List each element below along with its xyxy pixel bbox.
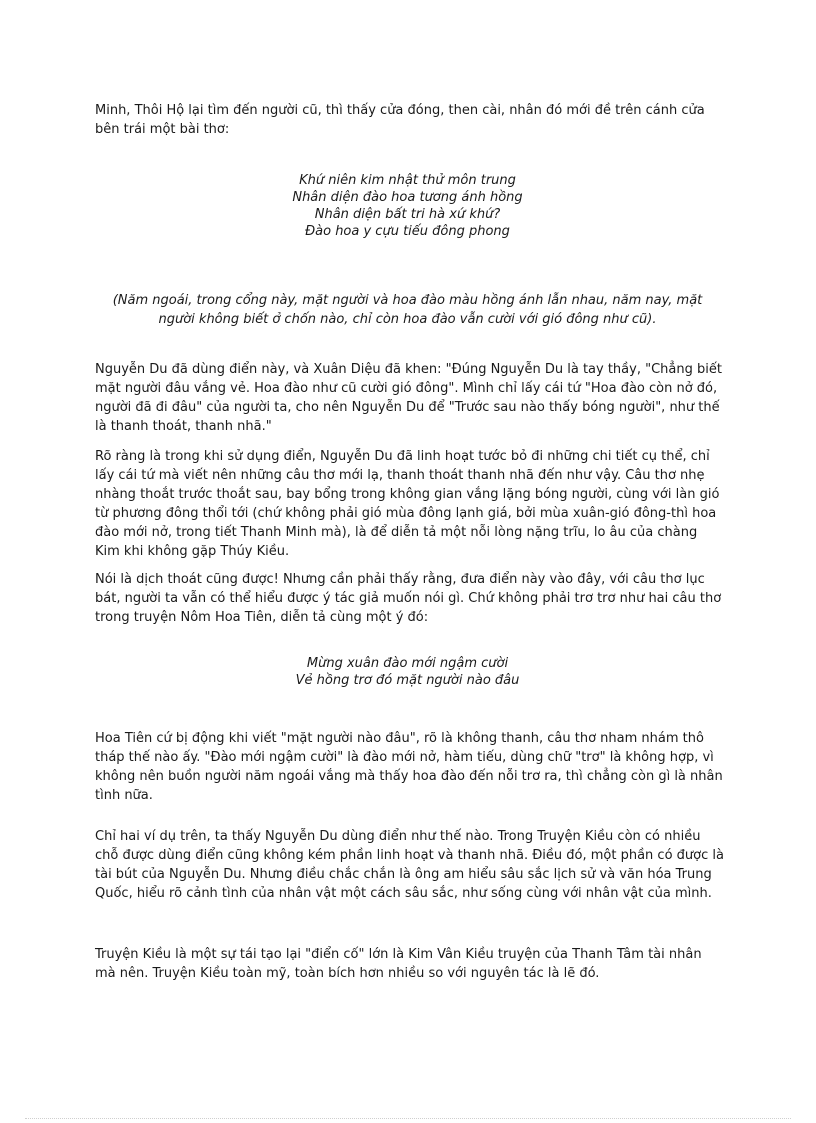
poem-line: Khứ niên kim nhật thử môn trung [299, 173, 516, 188]
poem-line: Đào hoa y cựu tiếu đông phong [305, 224, 510, 239]
intro-paragraph: Minh, Thôi Hộ lại tìm đến người cũ, thì thấy cửa đóng, then cài, nhân đó mới đề trên cánh cửa bên trái một bài thơ: [95, 103, 705, 137]
chinese-poem [95, 172, 720, 240]
poem-translation: (Năm ngoái, trong cổng này, mặt người và hoa đào màu hồng ánh lẫn nhau, năm nay, mặt người không biết ở chốn nào, chỉ còn hoa đào vẫn cười với gió đông như cũ). [112, 293, 703, 327]
poem-line: Mừng xuân đào mới ngậm cười [306, 656, 509, 671]
poem-line: Nhân diện bất tri hà xứ khứ? [314, 207, 501, 222]
paragraph-allusion-analysis: Rõ ràng là trong khi sử dụng điển, Nguyễn Du đã linh hoạt tước bỏ đi những chi tiết cụ thể, chỉ lấy cái tứ mà viết nên những câu thơ mới lạ, thanh thoát thanh nhã đến như vậy. Câu thơ nhẹ nhàng thoắt trước thoắt sau, bay bổng trong không gian vắng lặng bóng người, cùng với làn gió từ phương đông thổi tới (chứ không phải gió mùa đông lạnh giá, bởi mùa xuân-gió đông-thì hoa đào mới nở, trong tiết Thanh Minh mà), là để diễn tả một nỗi lòng nặng trĩu, lo âu của chàng Kim khi không gặp Thúy Kiều. [95, 449, 720, 559]
hoa-tien-poem [95, 655, 720, 689]
paragraph-nguyen-du-skill: Chỉ hai ví dụ trên, ta thấy Nguyễn Du dùng điển như thế nào. Trong Truyện Kiều còn có nhiều chỗ được dùng điển cũng không kém phần linh hoạt và thanh nhã. Điều đó, một phần có được là tài bút của Nguyễn Du. Nhưng điều chắc chắn là ông am hiểu sâu sắc lịch sử và văn hóa Trung Quốc, hiểu rõ cảnh tình của nhân vật một cách sâu sắc, như sống cùng với nhân vật của mình. [95, 829, 724, 901]
page-bottom-divider [25, 1118, 791, 1119]
poem-line: Nhân diện đào hoa tương ánh hồng [292, 190, 523, 205]
paragraph-hoa-tien-comparison: Nói là dịch thoát cũng được! Nhưng cần phải thấy rằng, đưa điển này vào đây, với câu thơ lục bát, người ta vẫn có thể hiểu được ý tác giả muốn nói gì. Chứ không phải trơ trơ như hai câu thơ trong truyện Nôm Hoa Tiên, diễn tả cùng một ý đó: [95, 572, 722, 625]
paragraph-xuan-dieu-praise: Nguyễn Du đã dùng điển này, và Xuân Diệu đã khen: "Đúng Nguyễn Du là tay thầy, "Chẳng biết mặt người đâu vắng vẻ. Hoa đào như cũ cười gió đông". Mình chỉ lấy cái tứ "Hoa đào còn nở đó, người đã đi đâu" của người ta, cho nên Nguyễn Du để "Trước sau nào thấy bóng người", như thế là thanh thoát, thanh nhã." [95, 362, 722, 434]
poem-line: Vẻ hồng trơ đó mặt người nào đâu [295, 673, 520, 688]
paragraph-hoa-tien-critique: Hoa Tiên cứ bị động khi viết "mặt người nào đâu", rõ là không thanh, câu thơ nham nhám thô tháp thế nào ấy. "Đào mới ngậm cười" là đào mới nở, hàm tiếu, dùng chữ "trơ" là không hợp, vì không nên buồn người năm ngoái vắng mà thấy hoa đào đến nỗi trơ ra, thì chẳng còn gì là nhân tình nữa. [95, 731, 723, 803]
paragraph-conclusion: Truyện Kiều là một sự tái tạo lại "điển cố" lớn là Kim Vân Kiều truyện của Thanh Tâm tài nhân mà nên. Truyện Kiều toàn mỹ, toàn bích hơn nhiều so với nguyên tác là lẽ đó. [95, 947, 702, 981]
